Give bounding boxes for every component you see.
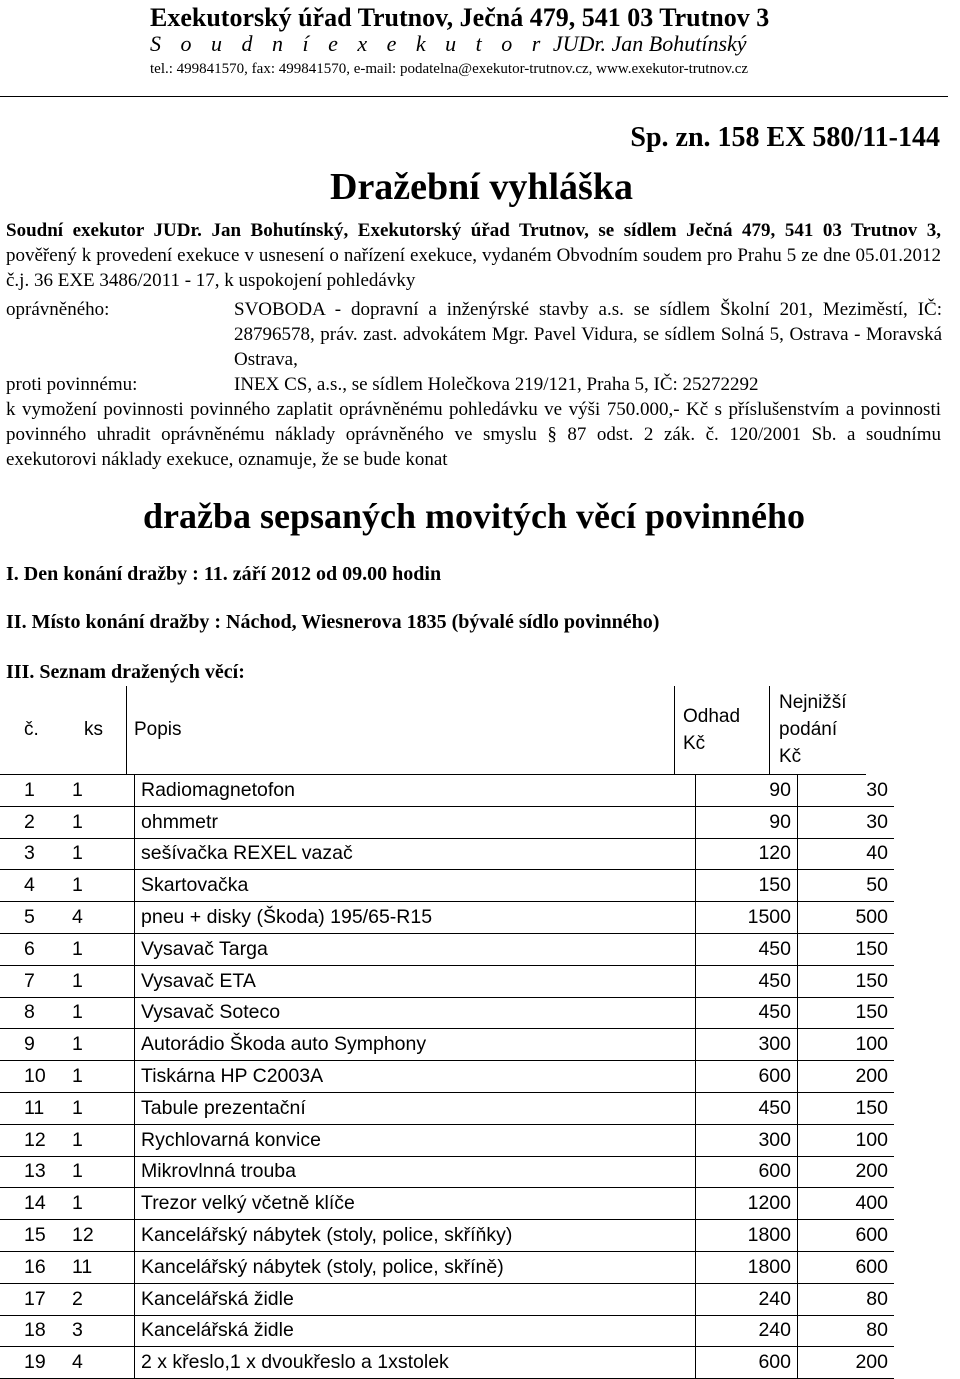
item-quantity: 1: [72, 870, 135, 902]
document-title: Dražební vyhláška: [330, 166, 633, 208]
grid-line: [769, 686, 770, 775]
item-number: 17: [0, 1283, 72, 1315]
item-description: Kancelářská židle: [135, 1315, 696, 1347]
item-number: 11: [0, 1092, 72, 1124]
item-quantity: 1: [72, 806, 135, 838]
table-row: [0, 1283, 894, 1315]
debtor-value: INEX CS, a.s., se sídlem Holečkova 219/121, Praha 5, IČ: 25272292: [234, 374, 759, 395]
item-estimate: 300: [696, 1029, 798, 1061]
item-min-bid: 150: [798, 933, 895, 965]
debtor-label: proti povinnému:: [6, 374, 138, 395]
item-estimate: 150: [696, 870, 798, 902]
item-min-bid: 30: [798, 806, 895, 838]
item-number: 6: [0, 933, 72, 965]
item-min-bid: 400: [798, 1188, 895, 1220]
item-min-bid: 200: [798, 1061, 895, 1093]
item-estimate: 450: [696, 965, 798, 997]
item-quantity: 3: [72, 1315, 135, 1347]
item-quantity: 1: [72, 1061, 135, 1093]
item-min-bid: 40: [798, 838, 895, 870]
item-min-bid: 150: [798, 997, 895, 1029]
executor-line: [150, 32, 747, 56]
table-row: [0, 806, 894, 838]
col-header-no: č.: [24, 719, 39, 740]
item-estimate: 450: [696, 1092, 798, 1124]
table-row: [0, 997, 894, 1029]
col-header-qty: ks: [84, 719, 103, 740]
item-quantity: 1: [72, 965, 135, 997]
col-header-min-line2: podání: [779, 719, 838, 740]
item-description: Vysavač ETA: [135, 965, 696, 997]
col-header-min-line3: Kč: [779, 746, 802, 767]
item-number: 18: [0, 1315, 72, 1347]
grid-line: [126, 686, 127, 775]
item-quantity: 1: [72, 1156, 135, 1188]
item-min-bid: 80: [798, 1283, 895, 1315]
header-divider: [0, 96, 948, 97]
item-estimate: 240: [696, 1283, 798, 1315]
item-min-bid: 200: [798, 1156, 895, 1188]
item-description: ohmmetr: [135, 806, 696, 838]
grid-line: [674, 686, 675, 775]
table-row: [0, 1061, 894, 1093]
item-min-bid: 30: [798, 775, 895, 806]
table-row: [0, 1251, 894, 1283]
item-estimate: 120: [696, 838, 798, 870]
table-row: [0, 965, 894, 997]
item-quantity: 12: [72, 1220, 135, 1252]
table-row: [0, 775, 894, 806]
intro-bold: Soudní exekutor JUDr. Jan Bohutínský, Exekutorský úřad Trutnov, se sídlem Ječná 479, 541 03 Trutnov 3,: [6, 220, 941, 241]
item-estimate: 1800: [696, 1251, 798, 1283]
item-quantity: 1: [72, 838, 135, 870]
item-quantity: 1: [72, 1029, 135, 1061]
item-quantity: 2: [72, 1283, 135, 1315]
item-quantity: 11: [72, 1251, 135, 1283]
executor-name: JUDr. Jan Bohutínský: [552, 31, 747, 56]
table-row: [0, 1220, 894, 1252]
table-row: [0, 838, 894, 870]
item-estimate: 450: [696, 997, 798, 1029]
creditor-value: SVOBODA - dopravní a inženýrské stavby a.s. se sídlem Školní 201, Meziměstí, IČ: 28796578, práv. zast. advokátem Mgr. Pavel Vidura, se sídlem Solná 5, Ostrava - Moravská Ostrava,: [234, 299, 942, 370]
item-description: Vysavač Soteco: [135, 997, 696, 1029]
executor-label: S o u d n í e x e k u t o r: [150, 31, 548, 56]
col-header-estimate-line2: Kč: [683, 733, 706, 754]
creditor-label: oprávněného:: [6, 299, 110, 320]
item-estimate: 600: [696, 1061, 798, 1093]
item-number: 16: [0, 1251, 72, 1283]
col-header-min-line1: Nejnižší: [779, 692, 847, 713]
auction-place: II. Místo konání dražby : Náchod, Wiesnerova 1835 (bývalé sídlo povinného): [6, 611, 660, 633]
item-description: pneu + disky (Škoda) 195/65-R15: [135, 902, 696, 934]
table-row: [0, 1124, 894, 1156]
item-description: Trezor velký včetně klíče: [135, 1188, 696, 1220]
item-quantity: 1: [72, 1124, 135, 1156]
table-row: [0, 933, 894, 965]
auction-date: I. Den konání dražby : 11. září 2012 od 09.00 hodin: [6, 563, 442, 585]
item-estimate: 300: [696, 1124, 798, 1156]
item-quantity: 1: [72, 775, 135, 806]
item-number: 10: [0, 1061, 72, 1093]
item-quantity: 1: [72, 1188, 135, 1220]
item-description: Vysavač Targa: [135, 933, 696, 965]
item-min-bid: 50: [798, 870, 895, 902]
claim-paragraph: k vymožení povinnosti povinného zaplatit oprávněnému pohledávku ve výši 750.000,- Kč s příslušenstvím a povinnosti povinného uhradit oprávněnému náklady oprávněného ve smyslu § 87 odst. 2 zák. č. 120/2001 Sb. a soudnímu exekutorovi náklady exekuce, oznamuje, že se bude konat: [6, 399, 941, 470]
col-header-estimate: [683, 703, 740, 757]
intro-rest: pověřený k provedení exekuce v usnesení o nařízení exekuce, vydaném Obvodním soudem pro Prahu 5 ze dne 05.01.2012 č.j. 36 EXE 3486/2011 - 17, k uspokojení pohledávky: [6, 245, 941, 291]
items-table: [0, 775, 894, 1379]
table-row: [0, 1315, 894, 1347]
table-row: [0, 1029, 894, 1061]
item-number: 3: [0, 838, 72, 870]
table-row: [0, 1347, 894, 1379]
item-description: Kancelářský nábytek (stoly, police, skříňky): [135, 1220, 696, 1252]
item-estimate: 450: [696, 933, 798, 965]
item-quantity: 1: [72, 933, 135, 965]
table-row: [0, 1188, 894, 1220]
item-min-bid: 600: [798, 1220, 895, 1252]
item-description: Kancelářská židle: [135, 1283, 696, 1315]
item-min-bid: 150: [798, 965, 895, 997]
contact-line: tel.: 499841570, fax: 499841570, e-mail: podatelna@exekutor-trutnov.cz, www.exekutor-trutnov.cz: [150, 61, 749, 77]
item-number: 4: [0, 870, 72, 902]
items-list-heading: III. Seznam dražených věcí:: [6, 661, 245, 683]
item-quantity: 4: [72, 902, 135, 934]
item-number: 13: [0, 1156, 72, 1188]
item-number: 15: [0, 1220, 72, 1252]
item-description: Skartovačka: [135, 870, 696, 902]
item-description: Tiskárna HP C2003A: [135, 1061, 696, 1093]
item-min-bid: 500: [798, 902, 895, 934]
item-quantity: 1: [72, 1092, 135, 1124]
item-min-bid: 150: [798, 1092, 895, 1124]
item-min-bid: 100: [798, 1124, 895, 1156]
item-min-bid: 80: [798, 1315, 895, 1347]
intro-paragraph: [6, 218, 941, 293]
table-row: [0, 1156, 894, 1188]
item-min-bid: 100: [798, 1029, 895, 1061]
item-number: 7: [0, 965, 72, 997]
case-number: Sp. zn. 158 EX 580/11-144: [630, 122, 940, 153]
item-description: Tabule prezentační: [135, 1092, 696, 1124]
item-estimate: 90: [696, 806, 798, 838]
item-number: 2: [0, 806, 72, 838]
item-number: 5: [0, 902, 72, 934]
table-row: [0, 1092, 894, 1124]
item-estimate: 600: [696, 1156, 798, 1188]
item-description: Rychlovarná konvice: [135, 1124, 696, 1156]
item-number: 9: [0, 1029, 72, 1061]
item-number: 12: [0, 1124, 72, 1156]
item-description: Autorádio Škoda auto Symphony: [135, 1029, 696, 1061]
item-description: sešívačka REXEL vazač: [135, 838, 696, 870]
table-row: [0, 902, 894, 934]
item-description: Mikrovlnná trouba: [135, 1156, 696, 1188]
item-number: 1: [0, 775, 72, 806]
table-row: [0, 870, 894, 902]
item-number: 8: [0, 997, 72, 1029]
item-min-bid: 200: [798, 1347, 895, 1379]
col-header-desc: Popis: [134, 719, 182, 740]
col-header-estimate-line1: Odhad: [683, 706, 741, 727]
item-estimate: 1500: [696, 902, 798, 934]
item-min-bid: 600: [798, 1251, 895, 1283]
item-description: 2 x křeslo,1 x dvoukřeslo a 1xstolek: [135, 1347, 696, 1379]
item-number: 19: [0, 1347, 72, 1379]
item-estimate: 1200: [696, 1188, 798, 1220]
item-estimate: 1800: [696, 1220, 798, 1252]
item-estimate: 240: [696, 1315, 798, 1347]
item-estimate: 90: [696, 775, 798, 806]
item-description: Kancelářský nábytek (stoly, police, skříně): [135, 1251, 696, 1283]
auction-heading: dražba sepsaných movitých věcí povinného: [143, 496, 806, 536]
col-header-min-bid: [779, 689, 847, 770]
item-number: 14: [0, 1188, 72, 1220]
office-header: Exekutorský úřad Trutnov, Ječná 479, 541 03 Trutnov 3: [150, 3, 770, 32]
item-quantity: 4: [72, 1347, 135, 1379]
item-description: Radiomagnetofon: [135, 775, 696, 806]
item-estimate: 600: [696, 1347, 798, 1379]
item-quantity: 1: [72, 997, 135, 1029]
